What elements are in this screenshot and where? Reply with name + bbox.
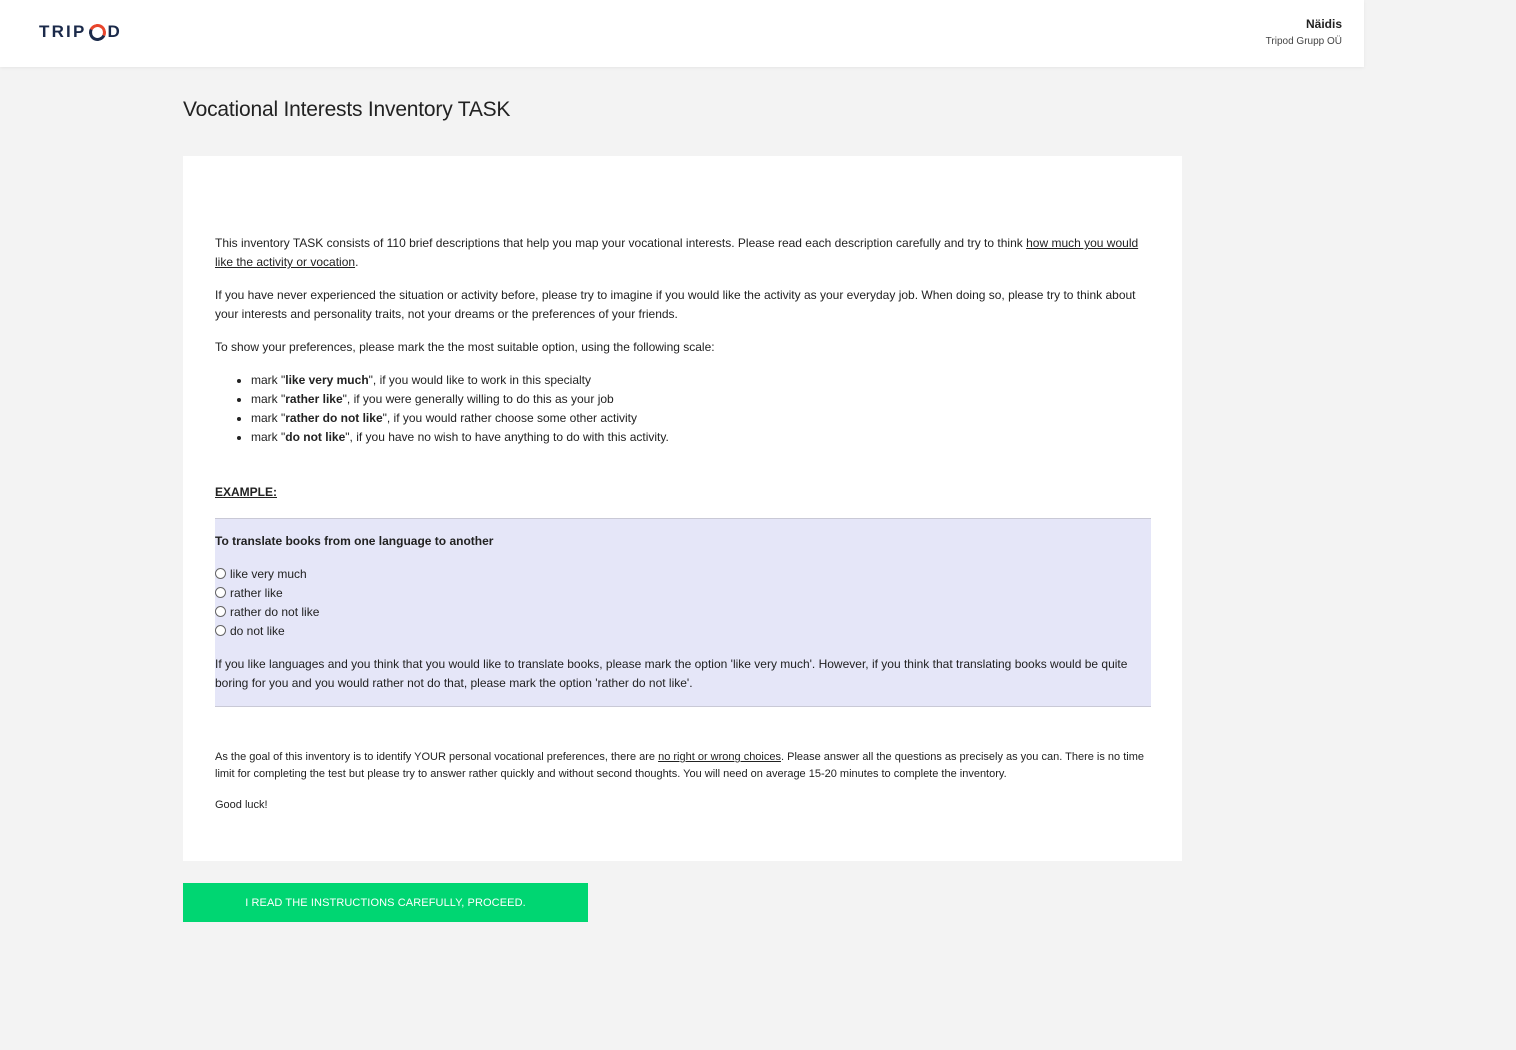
tripod-logo[interactable] — [39, 21, 122, 43]
scale-list — [215, 371, 1151, 447]
scale-item-term: rather like — [285, 392, 343, 406]
good-luck-text: Good luck! — [215, 799, 268, 811]
logo-text-right: D — [107, 22, 123, 41]
outro-p1-underlined: no right or wrong choices — [658, 751, 781, 763]
radio-icon[interactable] — [215, 587, 226, 598]
outro-p1-end: . Please answer all the questions as precisely as you can. There is no time limit for completing the test but please try to answer rather quickly and without second thoughts. You will need on average 15-20 minutes to complete the inventory. — [215, 751, 1144, 780]
intro-paragraph-3: To show your preferences, please mark the the most suitable option, using the following scale: — [215, 340, 715, 354]
example-option-like-very-much[interactable] — [215, 565, 1151, 584]
scale-item-pre: mark " — [251, 411, 286, 425]
scale-item-post: ", if you have no wish to have anything to do with this activity. — [345, 430, 669, 444]
intro-p1-end: . — [355, 255, 359, 269]
logo-text-left: TRIP — [39, 22, 87, 41]
example-option-rather-do-not-like[interactable] — [215, 603, 1151, 622]
radio-icon[interactable] — [215, 625, 226, 636]
proceed-button[interactable]: I READ THE INSTRUCTIONS CAREFULLY, PROCEED. — [183, 883, 588, 922]
outro-p1-text: As the goal of this inventory is to identify YOUR personal vocational preferences, there are — [215, 751, 659, 763]
scale-item — [251, 371, 1151, 390]
page-title: Vocational Interests Inventory TASK — [183, 98, 511, 121]
example-option-do-not-like[interactable] — [215, 622, 1151, 641]
scale-item-term: like very much — [285, 373, 369, 387]
radio-icon[interactable] — [215, 606, 226, 617]
intro-p1-text: This inventory TASK consists of 110 brief descriptions that help you map your vocational interests. Please read each description carefully and try to think — [215, 236, 1027, 250]
scale-item-pre: mark " — [251, 373, 286, 387]
user-name: Näidis — [1305, 17, 1342, 31]
instructions-card — [183, 156, 1182, 861]
intro-p1-underlined: how much you would like the activity or vocation — [215, 236, 1139, 269]
scale-item-term: do not like — [285, 430, 346, 444]
scale-item — [251, 390, 1151, 409]
example-option-rather-like[interactable] — [215, 584, 1151, 603]
example-box — [215, 518, 1151, 707]
example-explanation: If you like languages and you think that you would like to translate books, please mark the option 'like very much'. However, if you think that translating books would be quite boring for you and you would rather not do that, please mark the option 'rather do not like'. — [215, 657, 1128, 690]
intro-paragraph-1 — [215, 234, 1151, 272]
scale-item-pre: mark " — [251, 430, 286, 444]
user-info — [1266, 16, 1342, 49]
example-label: EXAMPLE: — [215, 485, 278, 499]
logo-ring-icon — [86, 21, 108, 43]
example-option-label: rather do not like — [230, 605, 320, 619]
scale-item-post: ", if you would like to work in this specialty — [368, 373, 592, 387]
scale-item — [251, 428, 1151, 447]
radio-icon[interactable] — [215, 568, 226, 579]
scale-item-term: rather do not like — [285, 411, 383, 425]
top-header — [0, 0, 1364, 67]
instructions-content — [215, 234, 1151, 828]
example-question: To translate books from one language to another — [215, 534, 494, 548]
outro-paragraph-1 — [215, 749, 1151, 783]
scale-item-post: ", if you would rather choose some other activity — [382, 411, 638, 425]
example-option-label: do not like — [230, 624, 285, 638]
example-option-label: like very much — [230, 567, 307, 581]
company-name: Tripod Grupp OÜ — [1265, 36, 1342, 47]
scale-item — [251, 409, 1151, 428]
scale-item-post: ", if you were generally willing to do this as your job — [342, 392, 614, 406]
intro-paragraph-2: If you have never experienced the situation or activity before, please try to imagine if you would like the activity as your everyday job. When doing so, please try to think about your interests and personality traits, not your dreams or the preferences of your friends. — [215, 288, 1136, 321]
scale-item-pre: mark " — [251, 392, 286, 406]
example-option-label: rather like — [230, 586, 283, 600]
